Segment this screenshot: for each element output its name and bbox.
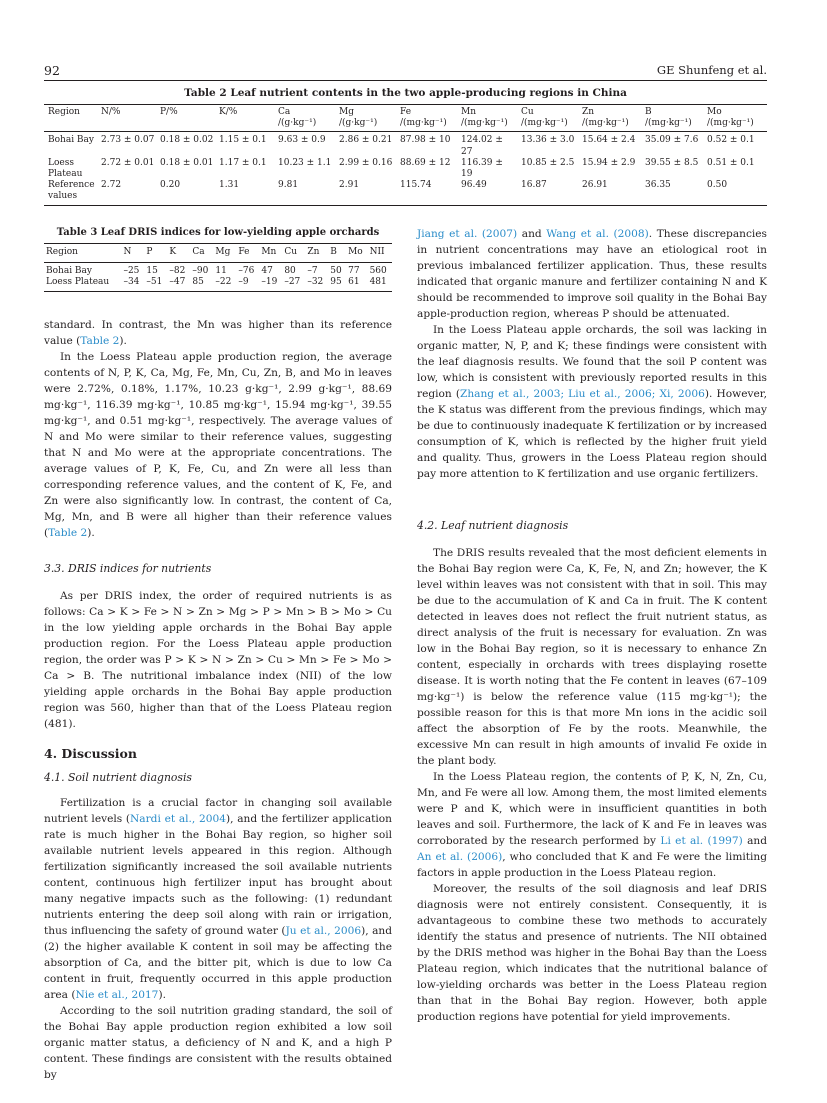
table2-value-cell: 96.49	[457, 180, 517, 205]
table2-value-cell: 13.36 ± 3.0	[521, 135, 575, 146]
table2-header-unit: /(mg·kg⁻¹)	[645, 118, 692, 129]
section-heading-3-3: 3.3. DRIS indices for nutrients	[44, 562, 212, 575]
running-header-authors: GE Shunfeng et al.	[656, 63, 767, 77]
table3-region-cell: Loess Plateau	[44, 277, 121, 291]
table2-value-cell: 0.51 ± 0.1	[707, 157, 755, 168]
table2-value-cell: 15.94 ± 2.9	[582, 157, 636, 168]
citation-link[interactable]: Li et al. (1997)	[660, 835, 743, 847]
table2-value-cell: 2.73 ± 0.07	[101, 135, 155, 146]
table3-value-cell: –76	[238, 265, 255, 276]
table3-header-cell: Mo	[346, 244, 367, 263]
table2-value-cell: 16.87	[517, 180, 578, 205]
table3-header-cell: Region	[44, 244, 121, 263]
table2-header-label: Mo	[707, 107, 722, 117]
table2-header-label: P/%	[160, 107, 178, 117]
table3-value-cell: –9	[236, 277, 259, 291]
citation-link[interactable]: Nardi et al., 2004	[130, 813, 226, 825]
table2-caption: Table 2 Leaf nutrient contents in the two apple-producing regions in China	[184, 87, 627, 99]
table2-header-cell	[703, 105, 767, 132]
table3-value-cell: –25	[123, 265, 140, 276]
table2-value-cell: 0.20	[156, 180, 215, 205]
table2-header-unit: /(mg·kg⁻¹)	[461, 118, 508, 129]
table2-value-cell: 2.99 ± 0.16	[339, 157, 393, 168]
table2-value-cell: 0.50	[703, 180, 767, 205]
table2-header-cell	[641, 105, 703, 132]
table3-value-cell: –51	[144, 277, 167, 291]
table3-header-cell: K	[167, 244, 190, 263]
table3-value-cell: –22	[213, 277, 236, 291]
table2-header-label: B	[645, 107, 652, 117]
table3-region-cell: Bohai Bay	[46, 265, 92, 276]
table2-header-cell	[578, 105, 641, 132]
table2-header-unit: /(mg·kg⁻¹)	[707, 118, 754, 129]
citation-link[interactable]: Nie et al., 2017	[75, 989, 159, 1001]
table3-header-cell: N	[121, 244, 144, 263]
table2-value-cell: 0.18 ± 0.01	[160, 157, 214, 168]
paragraph: standard. In contrast, the Mn was higher than its reference value (Table 2).	[44, 319, 392, 347]
citation-link[interactable]: Zhang et al., 2003; Liu et al., 2006; Xi, 2006	[459, 388, 705, 400]
paragraph: Fertilization is a crucial factor in changing soil available nutrient levels (Nardi et al., 2004), and the fertilizer application rate is much higher in the Bohai Bay region, so higher soil available nutrient levels appeared in this region. Although fertilization significantly increased the soil available nutrients content, continuous high fertilizer input has brought about many negative impacts such as the following: (1) redundant nutrients entering the deep soil along with rain or irrigation, thus influencing the safety of ground water (Ju et al., 2006), and (2) the higher available K content in soil may be affecting the absorption of Ca, and the bitter pit, which is due to low Ca content in fruit, frequently occurred in this apple production area (Nie et al., 2017).	[44, 797, 392, 1001]
header-rule	[44, 80, 767, 81]
citation-link[interactable]: Ju et al., 2006	[285, 925, 362, 937]
table3-value-cell: –7	[307, 265, 318, 276]
table3-header-cell: Fe	[236, 244, 259, 263]
table2-header-label: Cu	[521, 107, 534, 117]
table3-header-cell: Cu	[282, 244, 305, 263]
table3-header-cell: NII	[368, 244, 392, 263]
table2-value-cell: 15.64 ± 2.4	[582, 135, 636, 146]
citation-link[interactable]: An et al. (2006)	[417, 851, 503, 863]
table-row	[44, 262, 392, 277]
table2-header-unit: /(g·kg⁻¹)	[278, 118, 317, 129]
section-heading-4-2: 4.2. Leaf nutrient diagnosis	[417, 519, 569, 532]
paragraph: In the Loess Plateau apple orchards, the soil was lacking in organic matter, N, P, and K; these findings were consistent with the leaf diagnosis results. We found that the soil P content was low, which is consistent with previously reported results in this region (Zhang et al., 2003; Liu et al., 2006; Xi, 2006). However, the K status was different from the previous findings, which may be due to continuously inadequate K fertilization or by increased consumption of K, which is reflected by the higher fruit yield and quality. Thus, growers in the Loess Plateau region should pay more attention to K fertilization and use organic fertilizers.	[417, 324, 767, 480]
table2-value-cell: 124.02 ± 27	[461, 135, 503, 157]
table3-header-cell: Mg	[213, 244, 236, 263]
table2-header-label: N/%	[101, 107, 121, 117]
table2-value-cell: 0.18 ± 0.02	[160, 135, 214, 146]
table3-value-cell: –82	[169, 265, 186, 276]
citation-link[interactable]: Wang et al. (2008)	[546, 228, 649, 240]
paragraph: Jiang et al. (2007) and Wang et al. (2008). These discrepancies in nutrient concentrations may have an etiological root in previous imbalanced fertilizer application. Thus, these results indicated that organic manure and fertilizer containing N and K should be recommended to improve soil quality in the Bohai Bay apple-production region, whereas P should be attenuated.	[417, 228, 767, 320]
table2-link[interactable]: Table 2	[48, 527, 88, 539]
table2-header-unit: /(g·kg⁻¹)	[339, 118, 378, 129]
table3-value-cell: –27	[282, 277, 305, 291]
table3-value-cell: 11	[215, 265, 227, 276]
table2-header-cell	[215, 105, 274, 132]
table2-value-cell: 116.39 ± 19	[461, 157, 503, 180]
table2-value-cell: 10.85 ± 2.5	[521, 157, 575, 168]
table3-value-cell: 85	[190, 277, 213, 291]
table2-value-cell: 87.98 ± 10	[400, 135, 451, 146]
table2-value-cell: 2.72 ± 0.01	[101, 157, 155, 168]
table2-value-cell: 2.86 ± 0.21	[339, 135, 393, 146]
table2-region-cell: Bohai Bay	[48, 135, 94, 146]
table2-header-label: Zn	[582, 107, 595, 117]
section-heading-4: 4. Discussion	[44, 746, 137, 761]
table2-value-cell: 115.74	[396, 180, 457, 205]
table2-region-cell: Loess Plateau	[48, 157, 83, 180]
table2-value-cell: 2.91	[335, 180, 396, 205]
left-column	[44, 317, 392, 1083]
table2-region-cell: Reference values	[44, 180, 97, 205]
table2-header-cell	[457, 105, 517, 132]
table3-value-cell: –47	[167, 277, 190, 291]
table3-value-cell: –19	[259, 277, 282, 291]
paragraph: As per DRIS index, the order of required nutrients is as follows: Ca > K > Fe > N > Zn > Mg > P > Mn > B > Mo > Cu in the low yielding apple orchards in the Bohai Bay apple production region. For the Loess Plateau apple production region, the order was P > K > N > Zn > Cu > Mn > Fe > Mo > Ca > B. The nutritional imbalance index (NII) of the low yielding apple orchards in the Bohai Bay apple production region was 560, higher than that of the Loess Plateau region (481).	[44, 590, 392, 730]
table-row	[44, 180, 767, 205]
table3-value-cell: 77	[348, 265, 360, 276]
page-number: 92	[44, 63, 60, 78]
table2-value-cell: 1.15 ± 0.1	[219, 135, 267, 146]
table3-value-cell: 80	[284, 265, 296, 276]
table2-header-unit: /(mg·kg⁻¹)	[521, 118, 568, 129]
table3-header-cell: B	[328, 244, 346, 263]
right-column	[417, 226, 767, 1025]
table2-header-unit: /(mg·kg⁻¹)	[582, 118, 629, 129]
table2-value-cell: 1.31	[215, 180, 274, 205]
table3-header-cell: Mn	[259, 244, 282, 263]
table2-header-cell	[274, 105, 335, 132]
table2-header-cell	[335, 105, 396, 132]
table2-header-label: Mn	[461, 107, 477, 117]
table2-value-cell: 0.52 ± 0.1	[707, 135, 755, 146]
table3-value-cell: 560	[369, 265, 387, 276]
table3-header-cell: Ca	[190, 244, 213, 263]
table2-header-label: K/%	[219, 107, 238, 117]
table3-value-cell: 50	[330, 265, 342, 276]
section-heading-4-1: 4.1. Soil nutrient diagnosis	[44, 771, 192, 784]
table2-header-label: Ca	[278, 107, 291, 117]
table2-value-cell: 10.23 ± 1.1	[278, 157, 332, 168]
table2-value-cell: 2.72	[97, 180, 156, 205]
table3-header-cell: Zn	[305, 244, 328, 263]
table2-header-label: Mg	[339, 107, 354, 117]
table3-header-cell: P	[144, 244, 167, 263]
table2-value-cell: 36.35	[641, 180, 703, 205]
paragraph: According to the soil nutrition grading standard, the soil of the Bohai Bay apple production region exhibited a low soil organic matter status, a deficiency of N and K, and a high P content. These findings are consistent with the results obtained by	[44, 1005, 392, 1081]
table3-value-cell: –34	[121, 277, 144, 291]
table3-value-cell: 15	[146, 265, 158, 276]
table-row	[44, 158, 767, 180]
table2-header-cell	[517, 105, 578, 132]
paragraph: In the Loess Plateau region, the contents of P, K, N, Zn, Cu, Mn, and Fe were all low. Among them, the most limited elements were P and K, which were in insufficient quantities in both leaves and soil. Furthermore, the lack of K and Fe in leaves was corroborated by the research performed by Li et al. (1997) and An et al. (2006), who concluded that K and Fe were the limiting factors in apple production in the Loess Plateau region.	[417, 771, 768, 879]
table2-value-cell: 88.69 ± 12	[400, 157, 451, 168]
table3-caption: Table 3 Leaf DRIS indices for low-yielding apple orchards	[56, 227, 380, 238]
table2-value-cell: 1.17 ± 0.1	[219, 157, 267, 168]
table3	[44, 243, 392, 292]
citation-link[interactable]: Jiang et al. (2007)	[417, 228, 518, 240]
table2-header-cell	[396, 105, 457, 132]
table2-value-cell: 26.91	[578, 180, 641, 205]
table3-value-cell: 481	[368, 277, 392, 291]
table2-value-cell: 39.55 ± 8.5	[645, 157, 699, 168]
table-row	[44, 132, 767, 158]
paragraph: In the Loess Plateau apple production region, the average contents of N, P, K, Ca, Mg, Fe, Mn, Cu, Zn, B, and Mo in leaves were 2.72%, 0.18%, 1.17%, 10.23 g·kg⁻¹, 2.99 g·kg⁻¹, 88.69 mg·kg⁻¹, 116.39 mg·kg⁻¹, 10.85 mg·kg⁻¹, 15.94 mg·kg⁻¹, 39.55 mg·kg⁻¹, and 0.51 mg·kg⁻¹, respectively. The average values of N and Mo were similar to their reference values, suggesting that N and Mo were at the appropriate concentrations. The average values of P, K, Fe, Cu, and Zn were all less than corresponding reference values, and the content of K, Fe, and Zn were also significantly low. In contrast, the content of Ca, Mg, Mn, and B were all higher than their reference values (Table 2).	[44, 351, 392, 539]
table2-value-cell: 9.81	[274, 180, 335, 205]
paragraph: The DRIS results revealed that the most deficient elements in the Bohai Bay region were Ca, K, Fe, N, and Zn; however, the K level within leaves was not consistent with that in soil. This may be due to the accumulation of K and Ca in fruit. The K content detected in leaves does not reflect the fruit nutrient status, as direct analysis of the fruit is necessary for evaluation. Zn was low in the Bohai Bay region, so it is necessary to enhance Zn content, especially in orchards with trees displaying rosette disease. It is worth noting that the Fe content in leaves (67–109 mg·kg⁻¹) is below the reference value (115 mg·kg⁻¹); the possible reason for this is that more Mn ions in the acidic soil affect the absorption of Fe by the roots. Meanwhile, the excessive Mn can result in high amounts of invalid Fe oxide in the plant body.	[417, 547, 767, 767]
table2	[44, 104, 767, 206]
table2-header-cell	[44, 105, 97, 132]
table3-value-cell: 95	[328, 277, 346, 291]
table2-header-cell	[156, 105, 215, 132]
table2-header-cell	[97, 105, 156, 132]
table3-value-cell: –90	[192, 265, 209, 276]
table2-header-unit: /(mg·kg⁻¹)	[400, 118, 447, 129]
table3-value-cell: 61	[346, 277, 367, 291]
paragraph: Moreover, the results of the soil diagnosis and leaf DRIS diagnosis were not entirely consistent. Consequently, it is advantageous to combine these two methods to accurately identify the status and presence of nutrients. The NII obtained by the DRIS method was higher in the Bohai Bay than the Loess Plateau region, which indicates that the nutritional balance of low-yielding orchards was better in the Loess Plateau region than that in the Bohai Bay region. However, both apple production regions have potential for yield improvements.	[417, 883, 767, 1023]
table-row	[44, 277, 392, 291]
table3-value-cell: –32	[305, 277, 328, 291]
table2-value-cell: 35.09 ± 7.6	[645, 135, 699, 146]
table2-header-label: Fe	[400, 107, 412, 117]
table2-value-cell: 9.63 ± 0.9	[278, 135, 326, 146]
table3-value-cell: 47	[261, 265, 273, 276]
table2-header-label: Region	[48, 107, 80, 117]
table2-link[interactable]: Table 2	[80, 335, 120, 347]
